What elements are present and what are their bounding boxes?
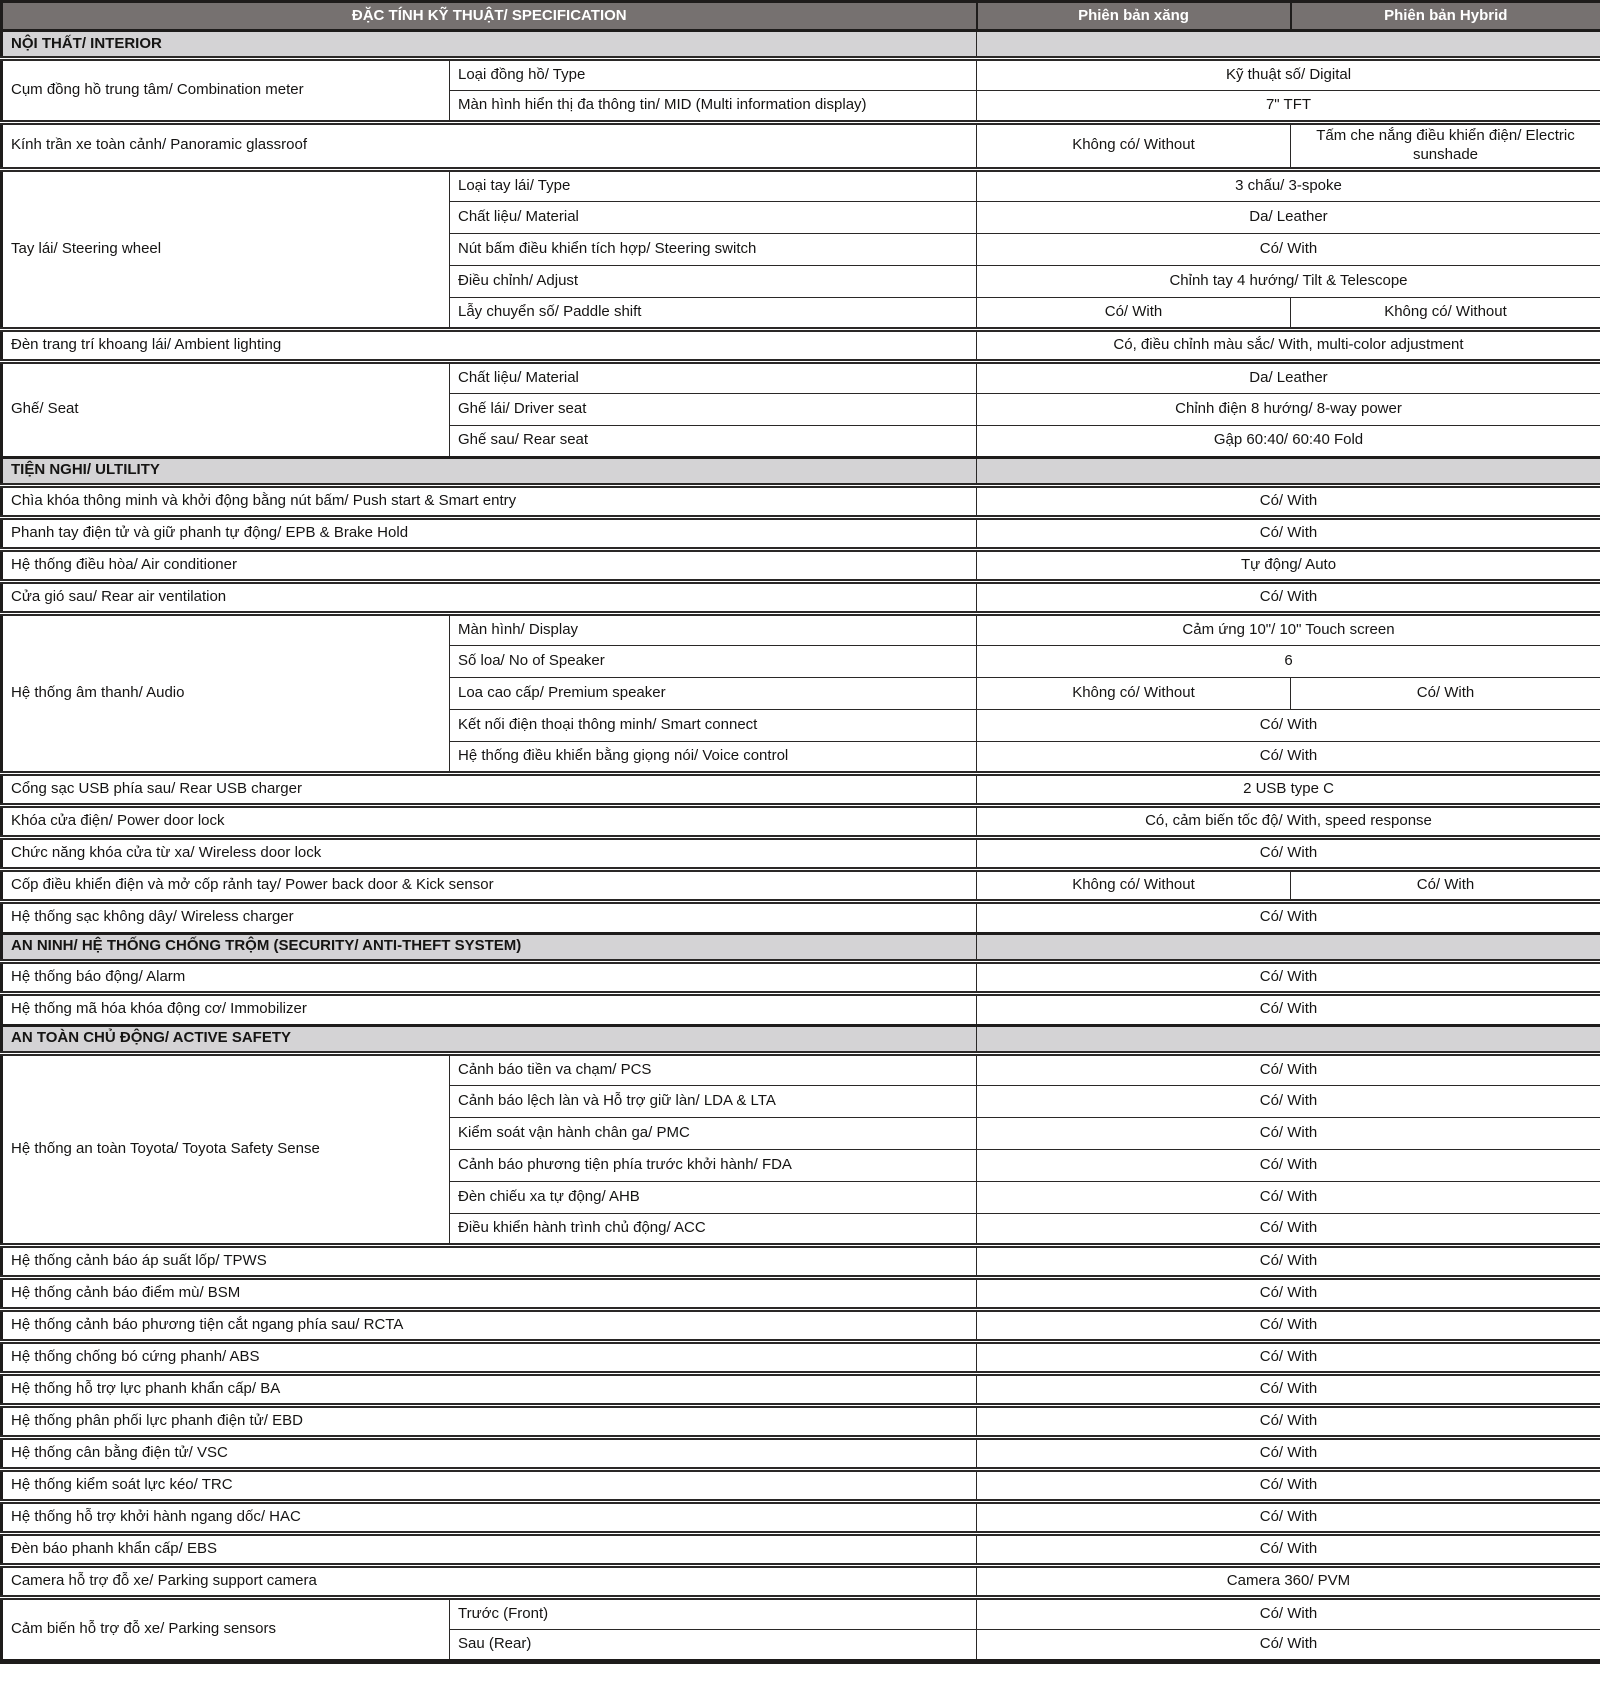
subitem-cell: Cảnh báo tiền va chạm/ PCS [450,1053,977,1085]
table-row [2,1405,1600,1437]
value-cell: Có/ With [977,1405,1600,1437]
subitem-cell: Kiểm soát vận hành chân ga/ PMC [450,1117,977,1149]
value-cell: Có/ With [977,741,1600,773]
feature-label: Chìa khóa thông minh và khởi động bằng nút bấm/ Push start & Smart entry [2,485,977,517]
section-title: TIỆN NGHI/ ULTILITY [2,457,977,485]
table-row [2,549,1600,581]
value-hybrid-cell: Không có/ Without [1291,297,1600,329]
value-gas-cell: Không có/ Without [977,123,1291,170]
table-row [2,1341,1600,1373]
category-cell: Tay lái/ Steering wheel [2,169,450,329]
feature-label: Camera hỗ trợ đỗ xe/ Parking support camera [2,1565,977,1597]
category-cell: Ghế/ Seat [2,361,450,457]
section-title: AN NINH/ HỆ THỐNG CHỐNG TRỘM (SECURITY/ ANTI-THEFT SYSTEM) [2,933,977,961]
feature-label: Hệ thống phân phối lực phanh điện tử/ EBD [2,1405,977,1437]
table-row [2,993,1600,1025]
category-cell: Cảm biến hỗ trợ đỗ xe/ Parking sensors [2,1597,450,1661]
category-cell: Cụm đồng hồ trung tâm/ Combination meter [2,59,450,123]
value-cell: Có/ With [977,1533,1600,1565]
value-cell: Có/ With [977,709,1600,741]
subitem-cell: Chất liệu/ Material [450,201,977,233]
value-cell: Chỉnh tay 4 hướng/ Tilt & Telescope [977,265,1600,297]
subitem-cell: Trước (Front) [450,1597,977,1629]
table-row [2,361,1600,393]
feature-label: Hệ thống cân bằng điện tử/ VSC [2,1437,977,1469]
table-row [2,1277,1600,1309]
table-row [2,805,1600,837]
feature-label: Cốp điều khiển điện và mở cốp rảnh tay/ Power back door & Kick sensor [2,869,977,901]
value-cell: Có/ With [977,1149,1600,1181]
category-cell: Hệ thống âm thanh/ Audio [2,613,450,773]
value-cell: Cảm ứng 10"/ 10" Touch screen [977,613,1600,645]
feature-label: Hệ thống báo động/ Alarm [2,961,977,993]
table-row [2,1597,1600,1629]
value-cell: Camera 360/ PVM [977,1565,1600,1597]
table-row [2,123,1600,170]
section-band-right [977,1025,1600,1053]
table-row [2,1309,1600,1341]
table-row [2,1533,1600,1565]
section-band-security [2,933,1600,961]
value-cell: Có/ With [977,1181,1600,1213]
feature-label: Hệ thống cảnh báo áp suất lốp/ TPWS [2,1245,977,1277]
value-cell: Da/ Leather [977,361,1600,393]
table-row [2,1501,1600,1533]
table-row [2,485,1600,517]
feature-label: Hệ thống chống bó cứng phanh/ ABS [2,1341,977,1373]
table-row [2,59,1600,91]
table-row [2,1245,1600,1277]
value-cell: Có/ With [977,1341,1600,1373]
table-row [2,1469,1600,1501]
subitem-cell: Loại đồng hồ/ Type [450,59,977,91]
feature-label: Kính trần xe toàn cảnh/ Panoramic glassroof [2,123,977,170]
value-cell: Có/ With [977,961,1600,993]
value-gas-cell: Không có/ Without [977,869,1291,901]
subitem-cell: Kết nối điện thoại thông minh/ Smart connect [450,709,977,741]
table-row [2,1437,1600,1469]
section-band-right [977,457,1600,485]
feature-label: Chức năng khóa cửa từ xa/ Wireless door lock [2,837,977,869]
value-cell: Kỹ thuật số/ Digital [977,59,1600,91]
feature-label: Hệ thống hỗ trợ khởi hành ngang dốc/ HAC [2,1501,977,1533]
value-cell: Có/ With [977,1469,1600,1501]
table-row [2,773,1600,805]
feature-label: Cổng sạc USB phía sau/ Rear USB charger [2,773,977,805]
value-cell: Có, cảm biến tốc độ/ With, speed response [977,805,1600,837]
value-cell: Có/ With [977,1373,1600,1405]
table-header-row [2,2,1600,31]
section-band-utility [2,457,1600,485]
feature-label: Hệ thống điều hòa/ Air conditioner [2,549,977,581]
value-cell: Có/ With [977,1245,1600,1277]
value-cell: Có/ With [977,485,1600,517]
section-title: AN TOÀN CHỦ ĐỘNG/ ACTIVE SAFETY [2,1025,977,1053]
feature-label: Phanh tay điện tử và giữ phanh tự động/ EPB & Brake Hold [2,517,977,549]
subitem-cell: Điều khiển hành trình chủ động/ ACC [450,1213,977,1245]
subitem-cell: Số loa/ No of Speaker [450,645,977,677]
value-cell: Có/ With [977,233,1600,265]
category-cell: Hệ thống an toàn Toyota/ Toyota Safety Sense [2,1053,450,1245]
value-hybrid-cell: Có/ With [1291,869,1600,901]
feature-label: Hệ thống hỗ trợ lực phanh khẩn cấp/ BA [2,1373,977,1405]
value-cell: Có/ With [977,1117,1600,1149]
subitem-cell: Chất liệu/ Material [450,361,977,393]
value-cell: Chỉnh điện 8 hướng/ 8-way power [977,393,1600,425]
feature-label: Khóa cửa điện/ Power door lock [2,805,977,837]
value-cell: Có/ With [977,1597,1600,1629]
section-band-right [977,31,1600,59]
subitem-cell: Màn hình hiển thị đa thông tin/ MID (Multi information display) [450,91,977,123]
value-cell: Có/ With [977,1501,1600,1533]
subitem-cell: Hệ thống điều khiển bằng giọng nói/ Voice control [450,741,977,773]
value-cell: Có/ With [977,901,1600,933]
value-cell: 7" TFT [977,91,1600,123]
subitem-cell: Ghế sau/ Rear seat [450,425,977,457]
value-cell: Có, điều chỉnh màu sắc/ With, multi-color adjustment [977,329,1600,361]
value-cell: Có/ With [977,1309,1600,1341]
subitem-cell: Lẫy chuyển số/ Paddle shift [450,297,977,329]
value-cell: Có/ With [977,993,1600,1025]
subitem-cell: Đèn chiếu xa tự động/ AHB [450,1181,977,1213]
table-row [2,1565,1600,1597]
feature-label: Hệ thống sạc không dây/ Wireless charger [2,901,977,933]
value-cell: Có/ With [977,837,1600,869]
value-cell: Có/ With [977,1437,1600,1469]
value-cell: 3 chấu/ 3-spoke [977,169,1600,201]
value-cell: Có/ With [977,581,1600,613]
value-cell: Có/ With [977,1085,1600,1117]
value-hybrid-cell: Tấm che nắng điều khiển điện/ Electric sunshade [1291,123,1600,170]
value-cell: 2 USB type C [977,773,1600,805]
table-row [2,901,1600,933]
value-gas-cell: Không có/ Without [977,677,1291,709]
subitem-cell: Sau (Rear) [450,1629,977,1661]
subitem-cell: Loại tay lái/ Type [450,169,977,201]
table-row [2,517,1600,549]
value-cell: Có/ With [977,1213,1600,1245]
section-band-active-safety [2,1025,1600,1053]
feature-label: Hệ thống cảnh báo phương tiện cắt ngang phía sau/ RCTA [2,1309,977,1341]
table-row [2,169,1600,201]
section-band-interior [2,31,1600,59]
table-row [2,961,1600,993]
feature-label: Hệ thống kiểm soát lực kéo/ TRC [2,1469,977,1501]
header-hybrid-version: Phiên bản Hybrid [1291,2,1600,31]
value-cell: Gập 60:40/ 60:40 Fold [977,425,1600,457]
header-specification: ĐẶC TÍNH KỸ THUẬT/ SPECIFICATION [2,2,977,31]
table-row [2,1373,1600,1405]
value-cell: Da/ Leather [977,201,1600,233]
subitem-cell: Ghế lái/ Driver seat [450,393,977,425]
table-row [2,581,1600,613]
value-gas-cell: Có/ With [977,297,1291,329]
value-cell: Tự động/ Auto [977,549,1600,581]
value-hybrid-cell: Có/ With [1291,677,1600,709]
table-row [2,613,1600,645]
table-row [2,869,1600,901]
feature-label: Hệ thống cảnh báo điểm mù/ BSM [2,1277,977,1309]
value-cell: Có/ With [977,1629,1600,1661]
value-cell: 6 [977,645,1600,677]
subitem-cell: Màn hình/ Display [450,613,977,645]
table-row [2,837,1600,869]
subitem-cell: Điều chỉnh/ Adjust [450,265,977,297]
table-row [2,1053,1600,1085]
subitem-cell: Nút bấm điều khiển tích hợp/ Steering switch [450,233,977,265]
subitem-cell: Cảnh báo lệch làn và Hỗ trợ giữ làn/ LDA & LTA [450,1085,977,1117]
value-cell: Có/ With [977,1053,1600,1085]
feature-label: Cửa gió sau/ Rear air ventilation [2,581,977,613]
feature-label: Đèn báo phanh khẩn cấp/ EBS [2,1533,977,1565]
feature-label: Đèn trang trí khoang lái/ Ambient lighting [2,329,977,361]
table-row [2,329,1600,361]
section-title: NỘI THẤT/ INTERIOR [2,31,977,59]
header-gas-version: Phiên bản xăng [977,2,1291,31]
section-band-right [977,933,1600,961]
subitem-cell: Loa cao cấp/ Premium speaker [450,677,977,709]
feature-label: Hệ thống mã hóa khóa động cơ/ Immobilizer [2,993,977,1025]
subitem-cell: Cảnh báo phương tiện phía trước khởi hành/ FDA [450,1149,977,1181]
value-cell: Có/ With [977,517,1600,549]
value-cell: Có/ With [977,1277,1600,1309]
